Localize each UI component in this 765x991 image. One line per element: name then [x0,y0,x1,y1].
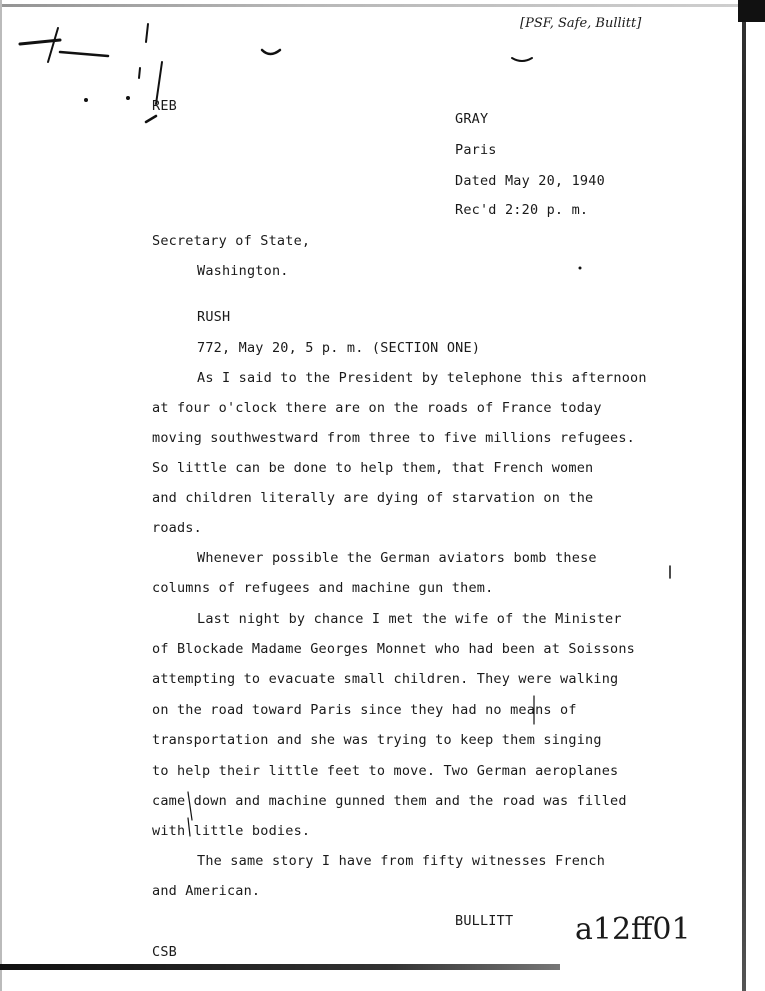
dot-mark [84,98,88,102]
body-line: So little can be done to help them, that French women [152,460,594,476]
body-line: The same story I have from fifty witnesses French [197,853,606,869]
addressee-city: Washington. [197,263,289,279]
tick-mark [146,24,148,42]
archive-code-note: a12ff01 [575,912,691,947]
dot-mark [579,267,582,270]
body-line: columns of refugees and machine gun them. [152,580,494,596]
origin-city: Paris [455,142,497,158]
underline-mark [60,52,108,56]
body-line: Last night by chance I met the wife of the Minister [197,611,622,627]
signature: BULLITT [455,913,514,929]
initials-top: REB [152,98,177,114]
body-line: of Blockade Madame Georges Monnet who had been at Soissons [152,641,636,657]
body-line: As I said to the President by telephone this afternoon [197,370,647,386]
body-line: on the road toward Paris since they had no means of [152,702,577,718]
file-reference-note: [PSF, Safe, Bullitt] [520,16,642,31]
body-line: to help their little feet to move. Two German aeroplanes [152,763,619,779]
stroke-mark [146,116,156,122]
classification: GRAY [455,111,489,127]
stroke-mark [262,50,280,54]
body-line: came down and machine gunned them and the road was filled [152,793,627,809]
body-line: at four o'clock there are on the roads of France today [152,400,602,416]
stroke-mark [139,68,140,78]
priority-marker: RUSH [197,309,231,325]
body-line: transportation and she was trying to keep them singing [152,732,602,748]
message-reference: 772, May 20, 5 p. m. (SECTION ONE) [197,340,481,356]
body-line: moving southwestward from three to five millions refugees. [152,430,636,446]
received-line: Rec'd 2:20 p. m. [455,202,589,218]
dated-line: Dated May 20, 1940 [455,173,605,189]
body-line: and children literally are dying of starvation on the [152,490,594,506]
initials-bottom: CSB [152,944,177,960]
body-line: and American. [152,883,261,899]
addressee: Secretary of State, [152,233,311,249]
body-line: attempting to evacuate small children. They were walking [152,671,619,687]
dot-mark [126,96,130,100]
body-line: Whenever possible the German aviators bomb these [197,550,597,566]
stroke-mark [512,58,532,61]
body-line: roads. [152,520,202,536]
body-line: with little bodies. [152,823,311,839]
slash-mark [48,28,58,62]
